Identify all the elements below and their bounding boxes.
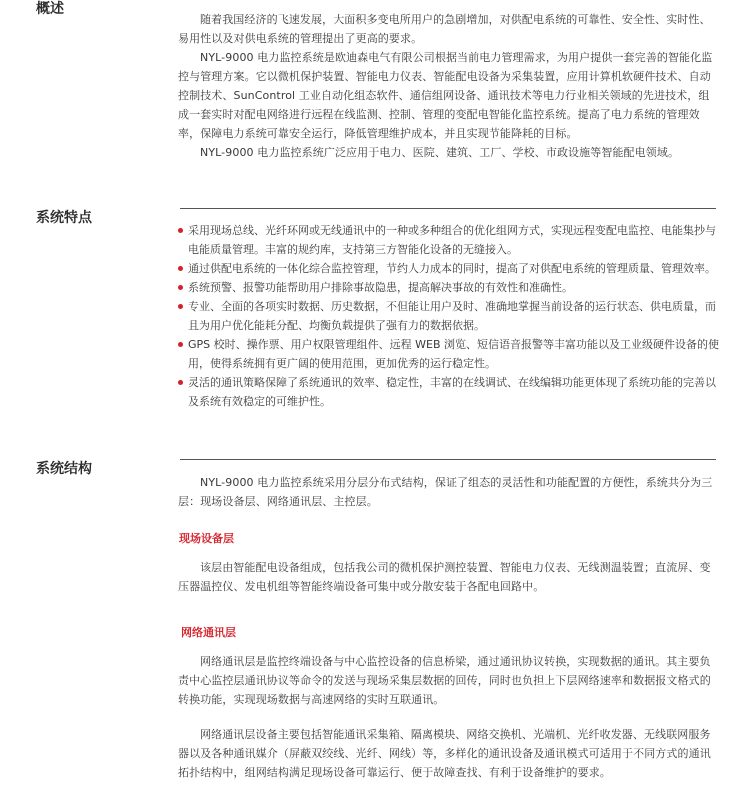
overview-paragraph: 随着我国经济的飞速发展，大面积多变电所用户的急剧增加，对供配电系统的可靠性、安全性、实时性、易用性以及对供电系统的管理提出了更高的要求。 xyxy=(178,13,711,45)
section-title-features: 系统特点 xyxy=(36,210,92,226)
network-layer-heading: 网络通讯层 xyxy=(181,626,236,639)
field-layer-text: 该层由智能配电设备组成，包括我公司的微机保护测控装置、智能电力仪表、无线测温装置；直流屏、变压器温控仪、发电机组等智能终端设备可集中或分散安装于各配电回路中。 xyxy=(178,561,711,593)
feature-item: 系统预警、报警功能帮助用户排除事故隐患，提高解决事故的有效性和准确性。 xyxy=(178,278,720,297)
section-title-overview: 概述 xyxy=(36,1,64,17)
network-layer-body-2 xyxy=(178,725,718,782)
feature-item: 采用现场总线、光纤环网或无线通讯中的一种或多种组合的优化组网方式，实现远程变配电监控、电能集抄与电能质量管理。丰富的规约库，支持第三方智能化设备的无缝接入。 xyxy=(178,221,720,259)
structure-intro xyxy=(178,473,718,511)
feature-item: 专业、全面的各项实时数据、历史数据，不但能让用户及时、准确地掌握当前设备的运行状态、供电质量，而且为用户优化能耗分配、均衡负载提供了强有力的数据依据。 xyxy=(178,297,720,335)
feature-item: 灵活的通讯策略保障了系统通讯的效率、稳定性，丰富的在线调试、在线编辑功能更体现了系统功能的完善以及系统有效稳定的可维护性。 xyxy=(178,373,720,411)
section-title-structure: 系统结构 xyxy=(36,461,92,477)
section-divider xyxy=(180,208,716,209)
section-divider xyxy=(180,459,716,460)
structure-intro-text: NYL-9000 电力监控系统采用分层分布式结构，保证了组态的灵活性和功能配置的方便性，系统共分为三层：现场设备层、网络通讯层、主控层。 xyxy=(178,476,713,508)
network-layer-paragraph: 网络通讯层是监控终端设备与中心监控设备的信息桥梁，通过通讯协议转换，实现数据的通讯。其主要负责中心监控层通讯协议等命令的发送与现场采集层数据的回传，同时也负担上下层网络速率和数据报文格式的转换功能，实现现场数据与高速网络的实时互联通讯。 xyxy=(178,655,711,706)
field-layer-body xyxy=(178,558,718,596)
field-layer-heading: 现场设备层 xyxy=(179,532,234,545)
overview-paragraph: NYL-9000 电力监控系统是欧迪森电气有限公司根据当前电力管理需求，为用户提供一套完善的智能化监控与管理方案。它以微机保护装置、智能电力仪表、智能配电设备为采集装置，应用计算机软硬件技术、自动控制技术、SunControl 工业自动化组态软件、通信组网设备、通讯技术等电力行业相关领域的先进技术，组成一套实时对配电网络进行远程在线监测、控制、管理的变配电智能化监控系统。提高了电力系统的管理效率，保障电力系统可靠安全运行，降低管理维护成本，并且实现节能降耗的目标。 xyxy=(178,51,713,140)
network-layer-body xyxy=(178,652,718,709)
network-layer-paragraph: 网络通讯层设备主要包括智能通讯采集箱、隔离模块、网络交换机、光端机、光纤收发器、无线联网服务器以及各种通讯媒介（屏蔽双绞线、光纤、网线）等，多样化的通讯设备及通讯模式可适用于不同方式的通讯拓扑结构中，组网结构满足现场设备可靠运行、便于故障查找、有利于设备维护的要求。 xyxy=(178,728,711,779)
features-list xyxy=(178,221,720,411)
feature-item: 通过供配电系统的一体化综合监控管理，节约人力成本的同时，提高了对供配电系统的管理质量、管理效率。 xyxy=(178,259,720,278)
overview-paragraph: NYL-9000 电力监控系统广泛应用于电力、医院、建筑、工厂、学校、市政设施等智能配电领域。 xyxy=(200,146,680,159)
feature-item: GPS 校时、操作票、用户权限管理组件、远程 WEB 浏览、短信语音报警等丰富功能以及工业级硬件设备的使用，使得系统拥有更广阔的使用范围，更加优秀的运行稳定性。 xyxy=(178,335,720,373)
overview-body xyxy=(178,10,718,162)
